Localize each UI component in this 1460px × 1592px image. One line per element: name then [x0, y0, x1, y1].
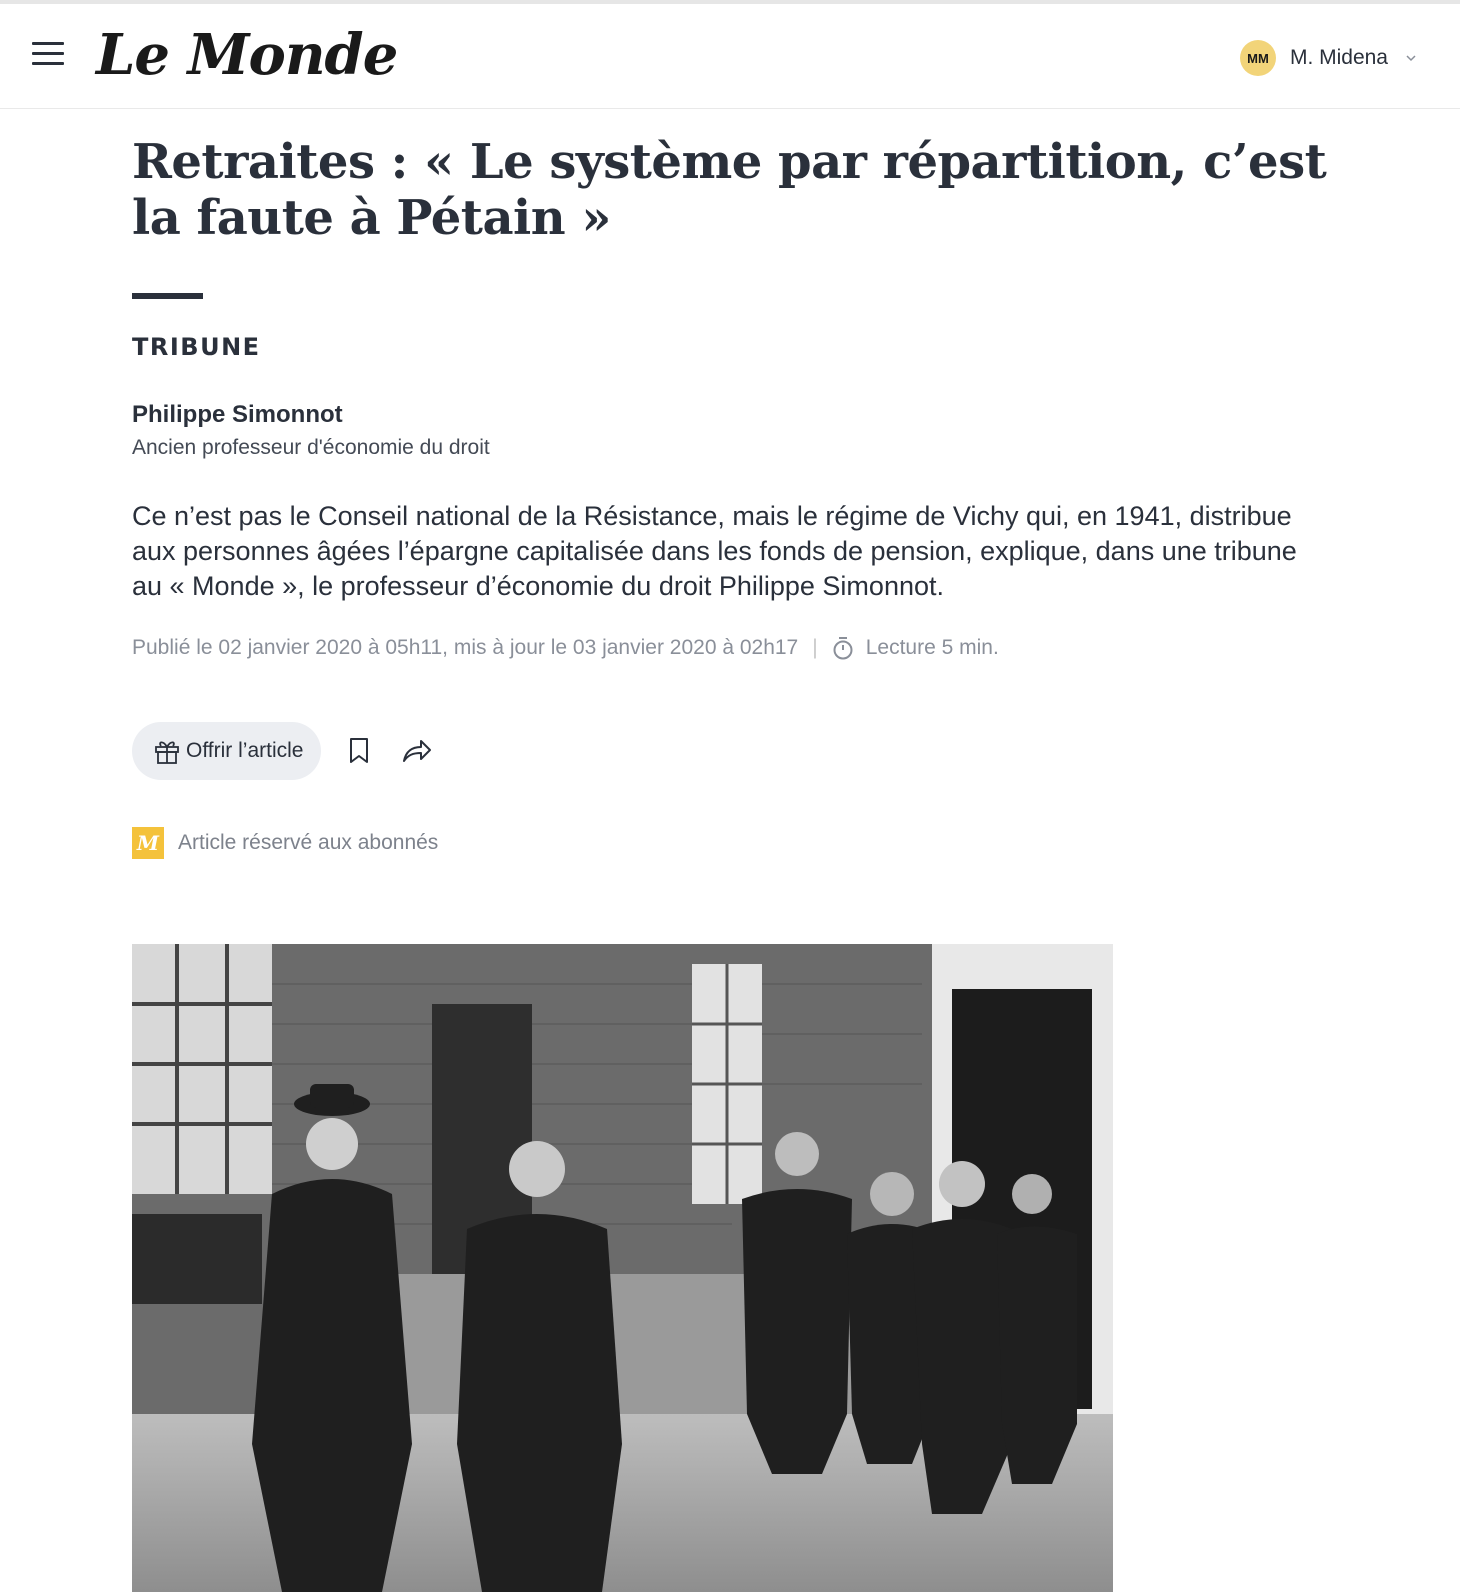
reading-time: Lecture 5 min.: [865, 636, 999, 659]
bookmark-button[interactable]: [339, 731, 379, 771]
gift-article-label: Offrir l’article: [186, 739, 304, 762]
article-actions: [132, 722, 437, 780]
author-name[interactable]: Philippe Simonnot: [132, 401, 343, 428]
article-photo-image: [132, 944, 1113, 1592]
article-photo[interactable]: [132, 944, 1113, 1592]
publication-date: Publié le 02 janvier 2020 à 05h11, mis à jour le 03 janvier 2020 à 02h17: [132, 636, 799, 659]
timer-icon: [832, 636, 854, 660]
bookmark-icon: [348, 737, 370, 765]
title-rule: [132, 293, 203, 299]
account-menu[interactable]: [1240, 38, 1416, 78]
avatar: MM: [1240, 40, 1276, 76]
author-role: Ancien professeur d'économie du droit: [132, 436, 490, 459]
account-name: M. Midena: [1289, 46, 1388, 69]
premium-label: Article réservé aux abonnés: [178, 831, 439, 854]
meta-separator: |: [812, 636, 818, 659]
site-header: [0, 4, 1460, 109]
article-meta: [132, 632, 999, 664]
gift-article-button[interactable]: [132, 722, 321, 780]
share-icon: [401, 737, 433, 765]
premium-badge-icon: M: [132, 827, 164, 859]
menu-icon[interactable]: [32, 42, 64, 66]
chevron-down-icon: [1406, 53, 1416, 63]
article-title: Retraites : « Le système par répartition, c’est la faute à Pétain »: [132, 134, 1327, 246]
article-kicker: TRIBUNE: [132, 333, 261, 361]
share-button[interactable]: [397, 731, 437, 771]
premium-notice: [132, 827, 438, 859]
article-chapo: Ce n’est pas le Conseil national de la Résistance, mais le régime de Vichy qui, en 1941, distribue aux personnes âgées l’épargne capitalisée dans les fonds de pension, explique, dans une tribune au « Monde », le professeur d’économie du droit Philippe Simonnot.: [132, 501, 1297, 601]
site-logo[interactable]: Le Monde: [96, 22, 398, 88]
gift-icon: [152, 736, 182, 766]
